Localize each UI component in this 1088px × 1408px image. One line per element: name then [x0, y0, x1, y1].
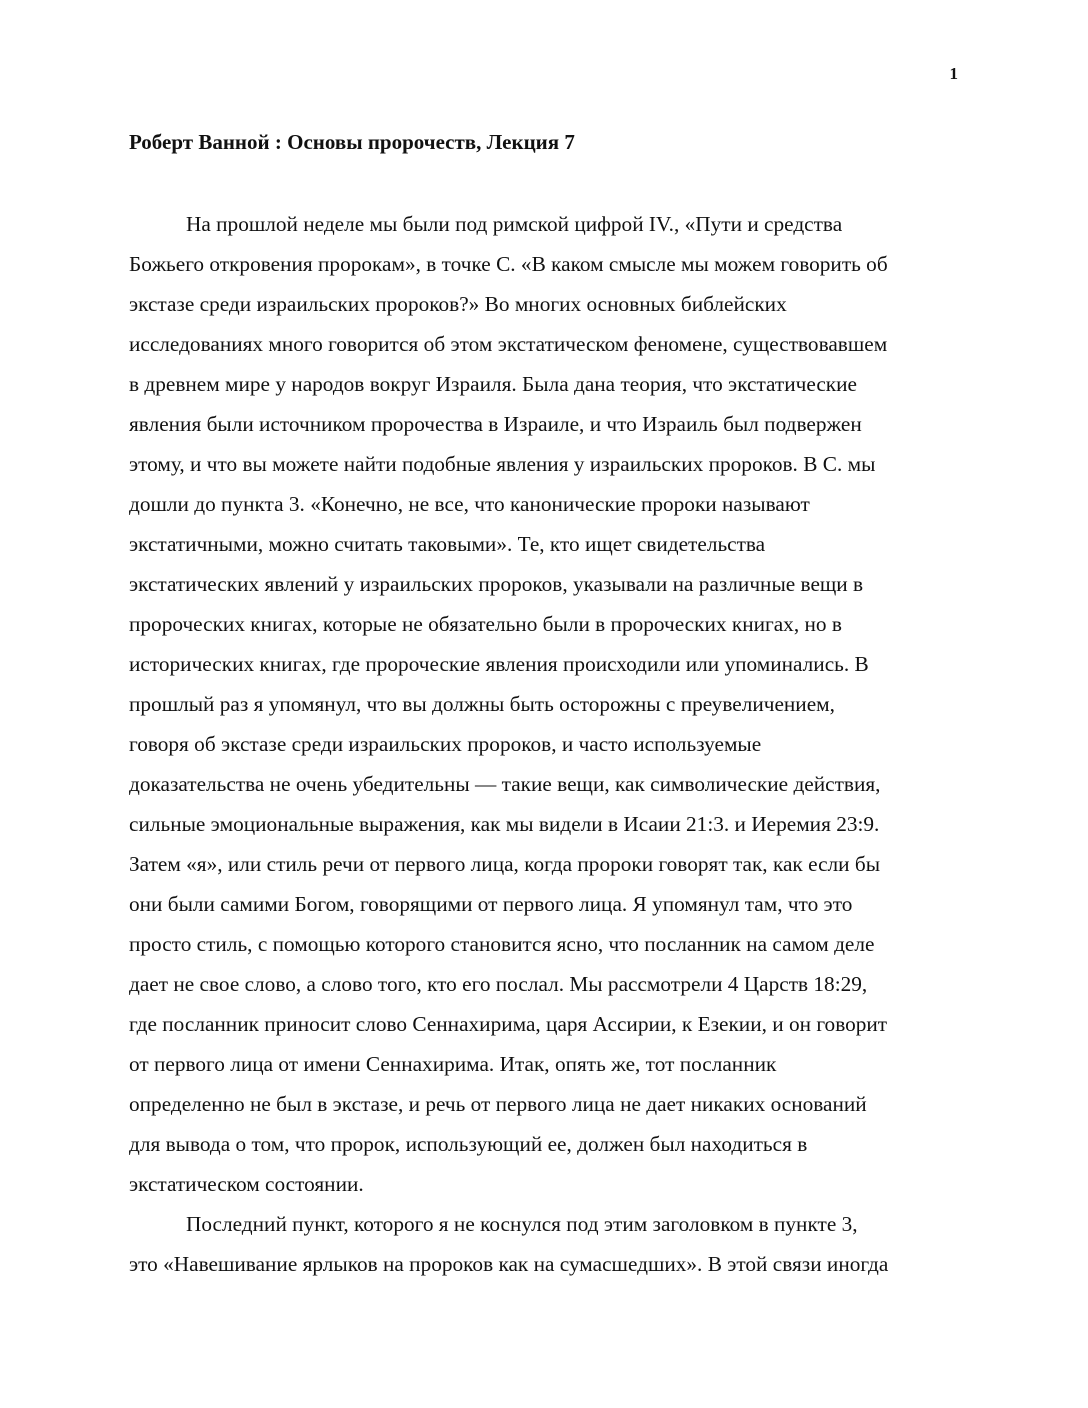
text-line: дает не свое слово, а слово того, кто его послал. Мы рассмотрели 4 Царств 18:29, [129, 972, 868, 996]
text-line: дошли до пункта 3. «Конечно, не все, что канонические пророки называют [129, 492, 810, 516]
text-line: для вывода о том, что пророк, использующий ее, должен был находиться в [129, 1132, 808, 1156]
text-line: в древнем мире у народов вокруг Израиля. Была дана теория, что экстатические [129, 372, 857, 396]
text-line: исторических книгах, где пророческие явления происходили или упоминались. В [129, 652, 869, 676]
text-line: это «Навешивание ярлыков на пророков как на сумасшедших». В этой связи иногда [129, 1252, 889, 1276]
text-line: экстатических явлений у израильских пророков, указывали на различные вещи в [129, 572, 864, 596]
text-line: они были самими Богом, говорящими от первого лица. Я упомянул там, что это [129, 892, 853, 916]
text-line: прошлый раз я упомянул, что вы должны быть осторожны с преувеличением, [129, 692, 835, 716]
text-line: где посланник приносит слово Сеннахирима, царя Ассирии, к Езекии, и он говорит [129, 1012, 888, 1036]
text-line: На прошлой неделе мы были под римской цифрой IV., «Пути и средства [186, 212, 843, 236]
text-line: Затем «я», или стиль речи от первого лица, когда пророки говорят так, как если бы [129, 852, 881, 876]
text-line: просто стиль, с помощью которого становится ясно, что посланник на самом деле [129, 932, 875, 956]
text-line: сильные эмоциональные выражения, как мы видели в Исаии 21:3. и Иеремия 23:9. [129, 812, 880, 836]
text-line: этому, и что вы можете найти подобные явления у израильских пророков. В C. мы [129, 452, 876, 476]
text-line: Последний пункт, которого я не коснулся под этим заголовком в пункте 3, [186, 1212, 858, 1236]
text-line: явления были источником пророчества в Израиле, и что Израиль был подвержен [129, 412, 862, 436]
text-line: экстатическом состоянии. [129, 1172, 364, 1196]
text-line: от первого лица от имени Сеннахирима. Итак, опять же, тот посланник [129, 1052, 777, 1076]
text-line: исследованиях много говорится об этом экстатическом феномене, существовавшем [129, 332, 888, 356]
text-line: экстатичными, можно считать таковыми». Те, кто ищет свидетельства [129, 532, 766, 556]
text-line: Божьего откровения пророкам», в точке C. «В каком смысле мы можем говорить об [129, 252, 888, 276]
page-number: 1 [949, 64, 958, 83]
text-line: экстазе среди израильских пророков?» Во многих основных библейских [129, 292, 787, 316]
text-line: определенно не был в экстазе, и речь от первого лица не дает никаких оснований [129, 1092, 867, 1116]
text-line: пророческих книгах, которые не обязательно были в пророческих книгах, но в [129, 612, 842, 636]
document-title: Роберт Ванной : Основы пророчеств, Лекция 7 [129, 130, 575, 154]
text-line: говоря об экстазе среди израильских пророков, и часто используемые [129, 732, 762, 756]
document-body [129, 208, 969, 1288]
text-line: доказательства не очень убедительны — такие вещи, как символические действия, [129, 772, 881, 796]
